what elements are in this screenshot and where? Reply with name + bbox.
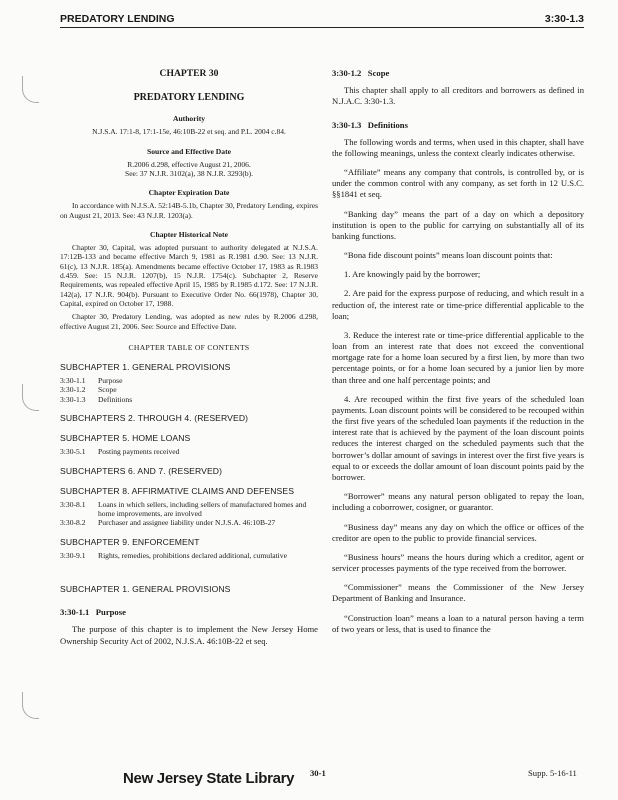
definition-borrower: “Borrower” means any natural person obligated to repay the loan, including a coborrower, cosigner, or guarantor.: [332, 491, 584, 513]
toc-entry-number: 3:30-8.1: [60, 499, 86, 509]
toc-entry-text: Loans in which sellers, including sellers of manufactured homes and home improvements, are involved: [98, 499, 307, 519]
left-column: [60, 68, 318, 655]
toc-entry[interactable]: [60, 395, 318, 404]
toc-entry-text: Purpose: [98, 376, 123, 386]
definition-banking-day: “Banking day” means the part of a day on which a depository institution is open to the public for carrying on substantially all of its banking functions.: [332, 208, 584, 241]
definitions-intro: The following words and terms, when used in this chapter, shall have the following meanings, unless the context clearly indicates otherwise.: [332, 136, 584, 158]
definition-business-hours: “Business hours” means the hours during which a creditor, agent or servicer processes payments of the type received from the borrower.: [332, 551, 584, 574]
toc-entry-number: 3:30-1.3: [60, 394, 86, 404]
chapter-number: CHAPTER 30: [159, 68, 219, 79]
definition-bona-fide-discount-points: “Bona fide discount points” means loan discount points that:: [344, 250, 553, 261]
toc-entry[interactable]: [60, 518, 318, 527]
toc-entry-number: 3:30-5.1: [60, 447, 86, 457]
right-column: [332, 68, 584, 643]
library-watermark: New Jersey State Library: [123, 770, 295, 787]
body-subchapter-heading: SUBCHAPTER 1. GENERAL PROVISIONS: [60, 584, 231, 595]
history-heading: Chapter Historical Note: [150, 229, 228, 239]
history-text-2: Chapter 30, Predatory Lending, was adopted as new rules by R.2006 d.298, effective August 21, 2006. See: Source and Effective Date.: [60, 312, 318, 331]
toc-entry-text: Purchaser and assignee liability under N.J.S.A. 46:10B-27: [98, 518, 276, 528]
binder-hole-mark-middle: [22, 384, 39, 411]
source-heading: Source and Effective Date: [146, 146, 231, 156]
toc-subchapters-2-4: SUBCHAPTERS 2. THROUGH 4. (RESERVED): [60, 412, 249, 423]
header-rule: [60, 27, 584, 28]
toc-entry-text: Posting payments received: [98, 447, 180, 457]
toc-subchapter-1: SUBCHAPTER 1. GENERAL PROVISIONS: [60, 362, 231, 373]
toc-entry-number: 3:30-1.1: [60, 376, 86, 386]
running-header: [60, 13, 584, 25]
toc-entry-number: 3:30-9.1: [60, 550, 86, 560]
toc-subchapter-9: SUBCHAPTER 9. ENFORCEMENT: [60, 536, 200, 547]
toc-entry-text: Definitions: [98, 394, 133, 404]
toc-entry[interactable]: [60, 551, 318, 560]
list-item: 4. Are recouped within the first five years of the scheduled loan payments. Loan discount points will be considered to be recouped within the first five years of the scheduled loan payments if the reduction in the interest rate that is achieved by the payment of the loan discount points reduces the interest charged on the scheduled payments such that the borrower’s dollar amount of savings in interest over the first five years is equal to or exceeds the dollar amount of loan discount points paid by the borrower.: [332, 393, 584, 482]
toc-entry[interactable]: [60, 376, 318, 385]
scope-text: This chapter shall apply to all creditors and borrowers as defined in N.J.A.C. 3:30-1.3.: [332, 85, 584, 107]
purpose-text: The purpose of this chapter is to implement the New Jersey Home Ownership Security Act of 2002, N.J.S.A. 46:10B-22 et seq.: [60, 624, 318, 646]
toc-entry-text: Scope: [98, 385, 117, 395]
definition-affiliate: “Affiliate” means any company that controls, is controlled by, or is under the common control with any company, as set forth in 12 U.S.C. §§1841 et seq.: [332, 167, 584, 200]
toc-list-sub1: [60, 376, 318, 404]
toc-entry-text: Rights, remedies, prohibitions declared additional, cumulative: [98, 550, 287, 560]
expiration-text: In accordance with N.J.S.A. 52:14B-5.1b, Chapter 30, Predatory Lending, expires on August 21, 2013. See: 43 N.J.R. 1203(a).: [60, 201, 318, 220]
toc-subchapter-5: SUBCHAPTER 5. HOME LOANS: [60, 433, 191, 444]
history-text-1: Chapter 30, Capital, was adopted pursuant to authority delegated at N.J.S.A. 17:12B-133 and became effective March 9, 1981 as R.1981 d.90. See: 13 N.J.R. 61(c), 13 N.J.R. 185(a). Amendments became effective October 17, 1983 as R.1983 d.459. See: 15 N.J.R. 1207(b), 15 N.J.R. 1754(c). Subchapter 2, Reserve Requirements, was repealed effective April 15, 1985 by R.1985 d.172. See: 17 N.J.R. 142(a), 17 N.J.R. 904(b). Pursuant to Executive Order No. 66(1978), Chapter 30, Capital, expired on October 17, 1988.: [60, 242, 318, 309]
list-item: 1. Are knowingly paid by the borrower;: [344, 269, 481, 280]
purpose-heading: 3:30-1.1 Purpose: [60, 607, 126, 618]
source-text: R.2006 d.298, effective August 21, 2006. See: 37 N.J.R. 3102(a), 38 N.J.R. 3293(b).: [125, 159, 253, 178]
chapter-title: PREDATORY LENDING: [133, 92, 245, 104]
binder-hole-mark-bottom: [22, 692, 39, 719]
definition-construction-loan: “Construction loan” means a loan to a natural person having a term of two years or less, that is used to finance the: [332, 612, 584, 634]
toc-entry[interactable]: [60, 500, 318, 519]
scope-heading: 3:30-1.2 Scope: [332, 68, 390, 78]
toc-subchapter-8: SUBCHAPTER 8. AFFIRMATIVE CLAIMS AND DEFENSES: [60, 485, 295, 496]
definition-business-day: “Business day” means any day on which the office or offices of the creditor are open to the public to provide financial services.: [332, 521, 584, 543]
toc-entry[interactable]: [60, 447, 318, 456]
toc-subchapters-6-7: SUBCHAPTERS 6. AND 7. (RESERVED): [60, 465, 223, 476]
toc-title: CHAPTER TABLE OF CONTENTS: [128, 343, 250, 353]
header-section-number: 3:30-1.3: [544, 13, 584, 25]
header-title: PREDATORY LENDING: [60, 13, 175, 25]
binder-hole-mark-top: [22, 76, 39, 103]
expiration-heading: Chapter Expiration Date: [148, 188, 230, 198]
toc-entry[interactable]: [60, 385, 318, 394]
authority-text: N.J.S.A. 17:1-8, 17:1-15e, 46:10B-22 et seq. and P.L. 2004 c.84.: [92, 127, 286, 137]
toc-entry-number: 3:30-1.2: [60, 385, 86, 395]
list-item: 2. Are paid for the express purpose of reducing, and which result in a reduction of, the interest rate or time-price differential applicable to the loan;: [332, 288, 584, 321]
definitions-heading: 3:30-1.3 Definitions: [332, 119, 408, 130]
supplement-date: Supp. 5-16-11: [528, 768, 577, 778]
definition-commissioner: “Commissioner” means the Commissioner of the New Jersey Department of Banking and Insurance.: [332, 582, 584, 604]
page-number: 30-1: [310, 768, 326, 778]
toc-entry-number: 3:30-8.2: [60, 518, 86, 528]
authority-heading: Authority: [172, 114, 206, 124]
list-item: 3. Reduce the interest rate or time-price differential applicable to the loan from an interest rate that does not exceed the conventional mortgage rate for a home loan secured by a first lien, by more than two percentage points, or for a home loan secured by a junior lien by more than three and one half percentage points; and: [332, 329, 584, 385]
